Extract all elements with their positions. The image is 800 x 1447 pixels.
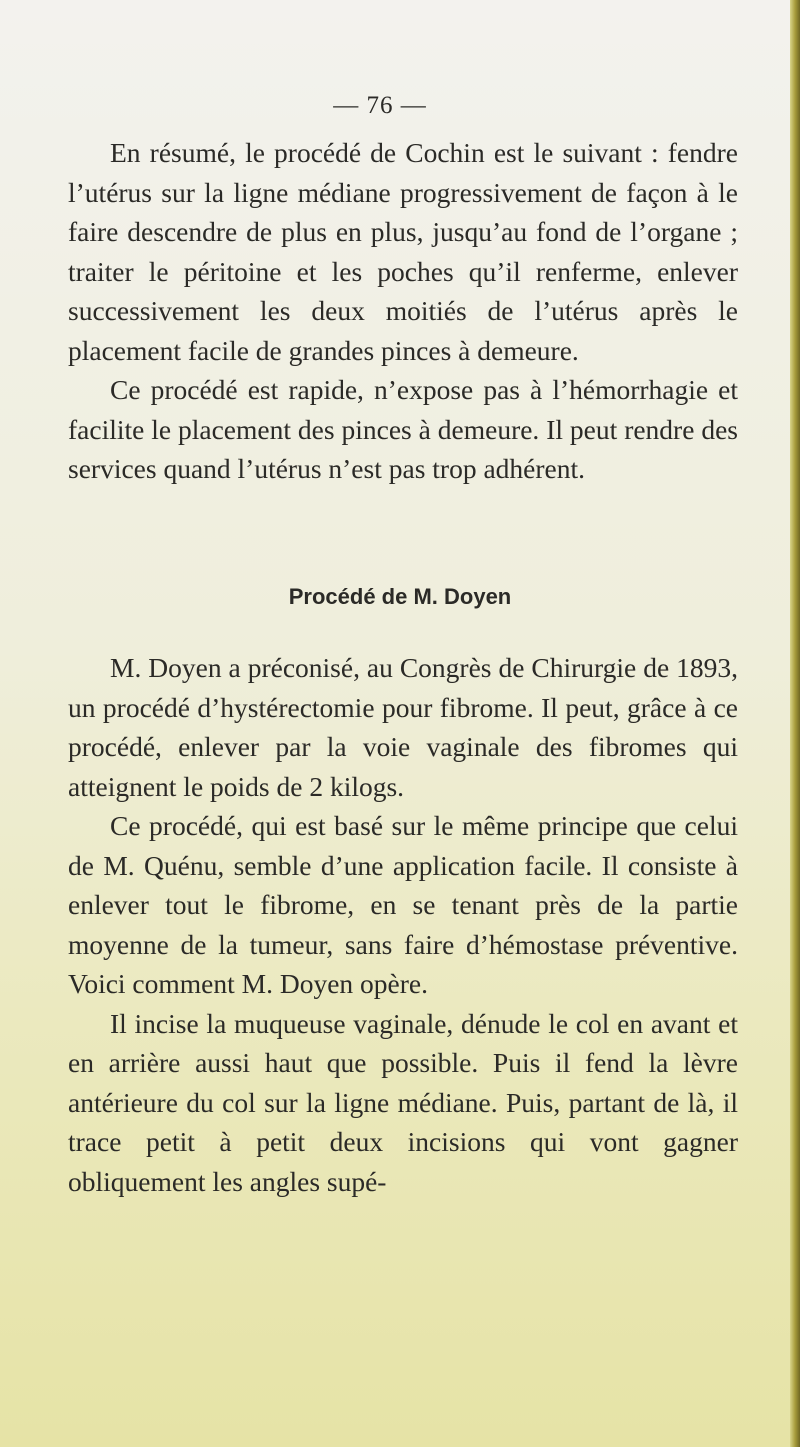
- text-block-top: [68, 133, 738, 489]
- paragraph: M. Doyen a préconisé, au Congrès de Chirurgie de 1893, un procédé d’hystérectomie pour fibrome. Il peut, grâce à ce procédé, enlever par la voie vaginale des fibromes qui atteignent le poids de 2 kilogs.: [68, 652, 738, 802]
- page-number: — 76 —: [333, 92, 427, 119]
- paragraph: Ce procédé est rapide, n’expose pas à l’hémorrhagie et facilite le placement des pinces à demeure. Il peut rendre des services quand l’utérus n’est pas trop adhérent.: [68, 374, 738, 484]
- text-block-bottom: [68, 648, 738, 1201]
- paragraph: En résumé, le procédé de Cochin est le suivant : fendre l’utérus sur la ligne médiane progressivement de façon à le faire descendre de plus en plus, jusqu’au fond de l’organe ; traiter le péritoine et les poches qu’il renferme, enlever successivement les deux moitiés de l’utérus après le placement facile de grandes pinces à demeure.: [68, 137, 738, 366]
- section-heading: Procédé de M. Doyen: [288, 584, 512, 609]
- paragraph: Ce procédé, qui est basé sur le même principe que celui de M. Quénu, semble d’une application facile. Il consiste à enlever tout le fibrome, en se tenant près de la partie moyenne de la tumeur, sans faire d’hémostase préventive. Voici comment M. Doyen opère.: [68, 810, 738, 999]
- page-edge: [790, 0, 800, 1447]
- paragraph: Il incise la muqueuse vaginale, dénude le col en avant et en arrière aussi haut que possible. Puis il fend la lèvre antérieure du col sur la ligne médiane. Puis, partant de là, il trace petit à petit deux incisions qui vont gagner obliquement les angles supé-: [68, 1007, 738, 1197]
